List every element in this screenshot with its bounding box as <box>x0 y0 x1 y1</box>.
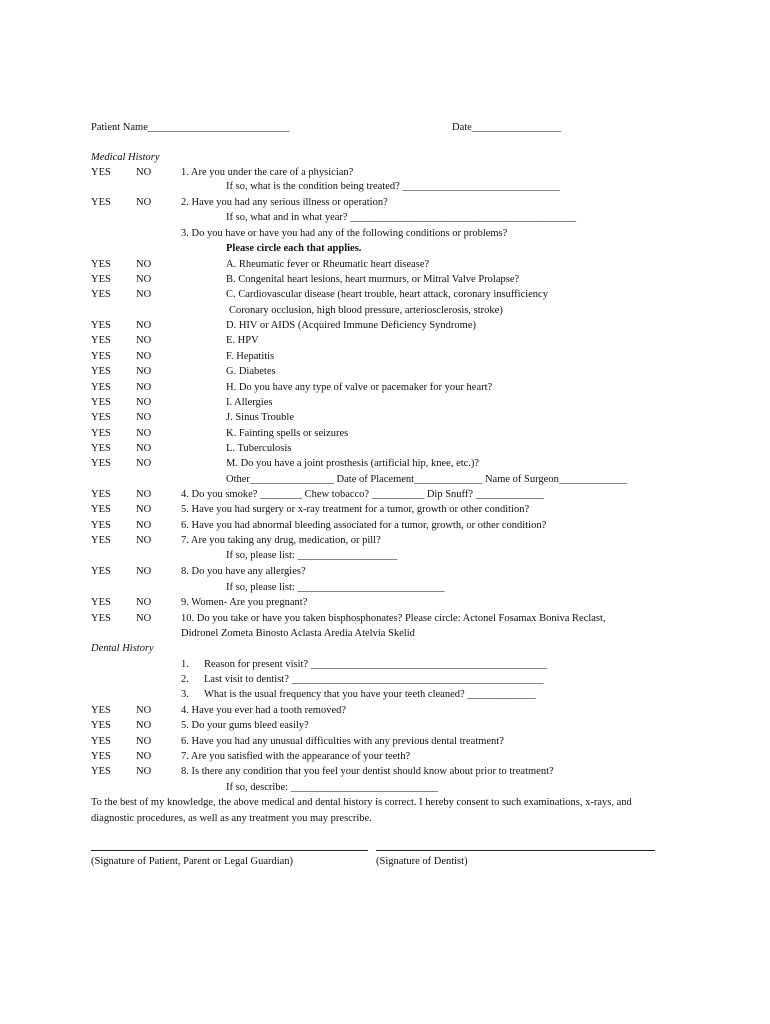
condition-c: C. Cardiovascular disease (heart trouble, heart attack, coronary insufficiency <box>226 289 548 300</box>
no-option[interactable]: NO <box>136 458 152 469</box>
medical-question-8: 8. Do you have any allergies? <box>181 566 306 577</box>
condition-m: M. Do you have a joint prosthesis (artificial hip, knee, etc.)? <box>226 458 480 469</box>
yes-option[interactable]: YES <box>91 428 111 439</box>
yes-option[interactable]: YES <box>91 736 111 747</box>
consent-text-line-2: diagnostic procedures, as well as any treatment you may prescribe. <box>91 813 372 824</box>
dental-question-8: 8. Is there any condition that you feel your dentist should know about prior to treatment? <box>181 766 554 777</box>
yes-option[interactable]: YES <box>91 705 111 716</box>
yes-option[interactable]: YES <box>91 274 111 285</box>
condition-h: H. Do you have any type of valve or pacemaker for your heart? <box>226 382 493 393</box>
yes-option[interactable]: YES <box>91 720 111 731</box>
circle-instruction: Please circle each that applies. <box>226 243 362 254</box>
yes-option[interactable]: YES <box>91 397 111 408</box>
no-option[interactable]: NO <box>136 167 152 178</box>
consent-text-line-1: To the best of my knowledge, the above medical and dental history is correct. I hereby consent to such examinations, x-rays, and <box>91 797 632 808</box>
yes-option[interactable]: YES <box>91 458 111 469</box>
no-option[interactable]: NO <box>136 366 152 377</box>
patient-signature-label: (Signature of Patient, Parent or Legal Guardian) <box>91 856 294 867</box>
condition-e: E. HPV <box>226 335 259 346</box>
no-option[interactable]: NO <box>136 443 152 454</box>
yes-option[interactable]: YES <box>91 351 111 362</box>
yes-option[interactable]: YES <box>91 520 111 531</box>
no-option[interactable]: NO <box>136 766 152 777</box>
yes-option[interactable]: YES <box>91 167 111 178</box>
condition-b: B. Congenital heart lesions, heart murmurs, or Mitral Valve Prolapse? <box>226 274 520 285</box>
condition-g: G. Diabetes <box>226 366 276 377</box>
dentist-signature-label: (Signature of Dentist) <box>376 856 468 867</box>
date-field[interactable]: Date_________________ <box>452 122 562 133</box>
no-option[interactable]: NO <box>136 320 152 331</box>
yes-option[interactable]: YES <box>91 412 111 423</box>
reason-for-visit-field[interactable]: Reason for present visit? _____________________________________________ <box>204 659 547 670</box>
medical-question-6: 6. Have you had abnormal bleeding associated for a tumor, growth, or other condition? <box>181 520 547 531</box>
no-option[interactable]: NO <box>136 259 152 270</box>
dental-question-6: 6. Have you had any unusual difficulties with any previous dental treatment? <box>181 736 504 747</box>
patient-name-field[interactable]: Patient Name___________________________ <box>91 122 290 133</box>
yes-option[interactable]: YES <box>91 566 111 577</box>
yes-option[interactable]: YES <box>91 443 111 454</box>
no-option[interactable]: NO <box>136 289 152 300</box>
yes-option[interactable]: YES <box>91 766 111 777</box>
condition-a: A. Rheumatic fever or Rheumatic heart disease? <box>226 259 430 270</box>
condition-j: J. Sinus Trouble <box>226 412 294 423</box>
yes-option[interactable]: YES <box>91 382 111 393</box>
no-option[interactable]: NO <box>136 274 152 285</box>
dental-item-number: 2. <box>181 674 189 685</box>
no-option[interactable]: NO <box>136 397 152 408</box>
last-visit-field[interactable]: Last visit to dentist? ________________________________________________ <box>204 674 544 685</box>
medical-question-3: 3. Do you have or have you had any of the following conditions or problems? <box>181 228 508 239</box>
condition-d: D. HIV or AIDS (Acquired Immune Deficiency Syndrome) <box>226 320 476 331</box>
yes-option[interactable]: YES <box>91 320 111 331</box>
no-option[interactable]: NO <box>136 520 152 531</box>
dental-question-5: 5. Do your gums bleed easily? <box>181 720 309 731</box>
yes-option[interactable]: YES <box>91 197 111 208</box>
yes-option[interactable]: YES <box>91 366 111 377</box>
cleaning-frequency-field[interactable]: What is the usual frequency that you have your teeth cleaned? _____________ <box>204 689 536 700</box>
medical-history-heading: Medical History <box>91 152 160 163</box>
no-option[interactable]: NO <box>136 751 152 762</box>
yes-option[interactable]: YES <box>91 504 111 515</box>
yes-option[interactable]: YES <box>91 259 111 270</box>
yes-option[interactable]: YES <box>91 489 111 500</box>
bisphosphonate-options[interactable]: Didronel Zometa Binosto Aclasta Aredia Atelvia Skelid <box>181 628 415 639</box>
dental-history-heading: Dental History <box>91 643 154 654</box>
no-option[interactable]: NO <box>136 535 152 546</box>
medical-question-4[interactable]: 4. Do you smoke? ________ Chew tobacco? __________ Dip Snuff? _____________ <box>181 489 544 500</box>
dental-item-number: 1. <box>181 659 189 670</box>
medical-question-1: 1. Are you under the care of a physician? <box>181 167 354 178</box>
no-option[interactable]: NO <box>136 428 152 439</box>
condition-f: F. Hepatitis <box>226 351 275 362</box>
no-option[interactable]: NO <box>136 504 152 515</box>
medical-question-7: 7. Are you taking any drug, medication, or pill? <box>181 535 381 546</box>
no-option[interactable]: NO <box>136 351 152 362</box>
no-option[interactable]: NO <box>136 705 152 716</box>
dental-question-4: 4. Have you ever had a tooth removed? <box>181 705 347 716</box>
dentist-signature-line[interactable] <box>376 850 655 851</box>
no-option[interactable]: NO <box>136 382 152 393</box>
no-option[interactable]: NO <box>136 566 152 577</box>
yes-option[interactable]: YES <box>91 289 111 300</box>
yes-option[interactable]: YES <box>91 335 111 346</box>
condition-c-continued: Coronary occlusion, high blood pressure, arteriosclerosis, stroke) <box>229 305 503 316</box>
dental-question-7: 7. Are you satisfied with the appearance of your teeth? <box>181 751 411 762</box>
no-option[interactable]: NO <box>136 720 152 731</box>
no-option[interactable]: NO <box>136 197 152 208</box>
yes-option[interactable]: YES <box>91 613 111 624</box>
medical-question-2: 2. Have you had any serious illness or operation? <box>181 197 388 208</box>
medication-list-field[interactable]: If so, please list: ___________________ <box>226 550 398 561</box>
condition-i: I. Allergies <box>226 397 273 408</box>
yes-option[interactable]: YES <box>91 751 111 762</box>
medical-question-5: 5. Have you had surgery or x-ray treatment for a tumor, growth or other condition? <box>181 504 530 515</box>
no-option[interactable]: NO <box>136 412 152 423</box>
no-option[interactable]: NO <box>136 335 152 346</box>
condition-k: K. Fainting spells or seizures <box>226 428 349 439</box>
allergy-list-field[interactable]: If so, please list: ____________________________ <box>226 582 445 593</box>
no-option[interactable]: NO <box>136 736 152 747</box>
no-option[interactable]: NO <box>136 489 152 500</box>
medical-question-2-followup[interactable]: If so, what and in what year? ___________________________________________ <box>226 212 576 223</box>
no-option[interactable]: NO <box>136 597 152 608</box>
dental-item-number: 3. <box>181 689 189 700</box>
yes-option[interactable]: YES <box>91 597 111 608</box>
medical-question-1-followup[interactable]: If so, what is the condition being treated? ______________________________ <box>226 181 560 192</box>
no-option[interactable]: NO <box>136 613 152 624</box>
prosthesis-details-field[interactable]: Other________________ Date of Placement_____________ Name of Surgeon_____________ <box>226 474 628 485</box>
patient-signature-line[interactable] <box>91 850 368 851</box>
condition-l: L. Tuberculosis <box>226 443 292 454</box>
medical-question-9: 9. Women- Are you pregnant? <box>181 597 308 608</box>
yes-option[interactable]: YES <box>91 535 111 546</box>
condition-description-field[interactable]: If so, describe: ____________________________ <box>226 782 438 793</box>
medical-question-10: 10. Do you take or have you taken bisphosphonates? Please circle: Actonel Fosamax Boniva Reclast, <box>181 613 606 624</box>
